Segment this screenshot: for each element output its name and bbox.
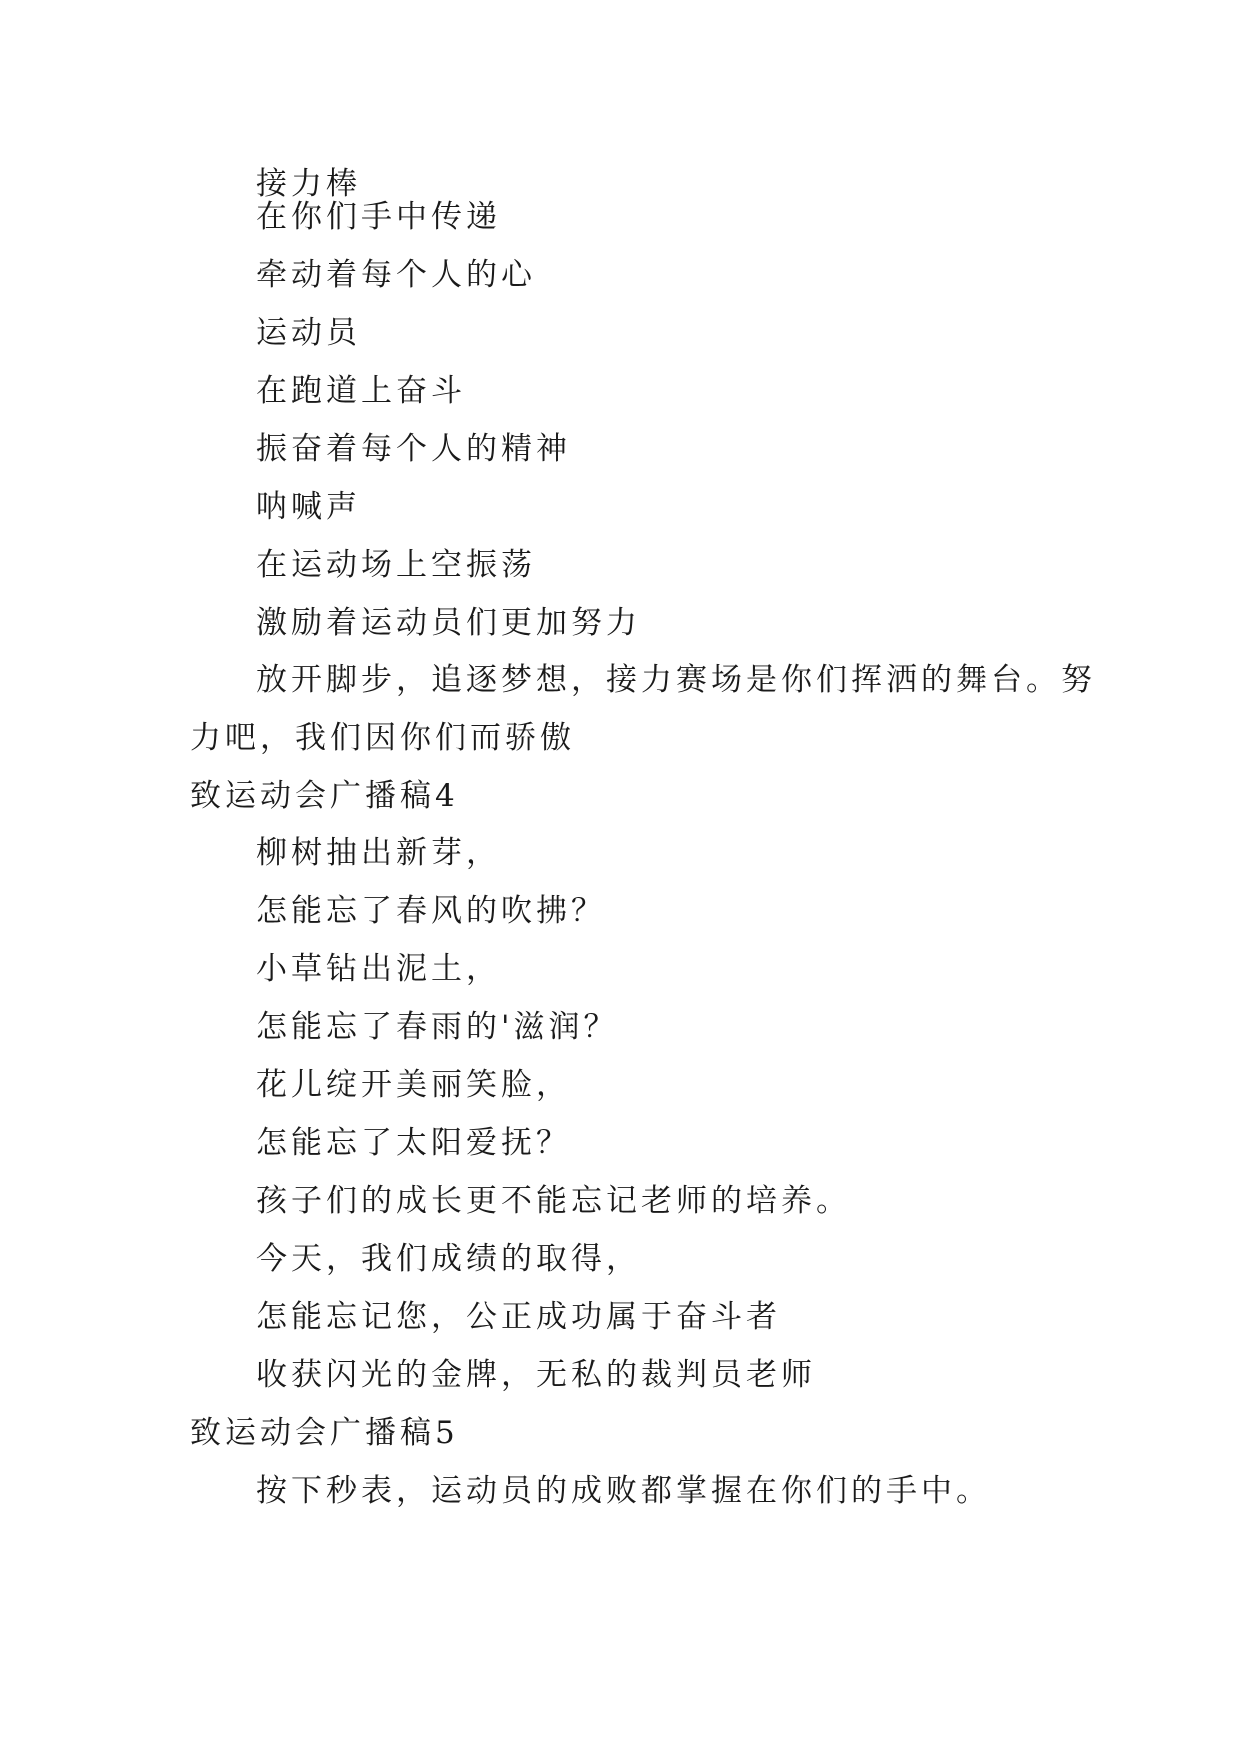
paragraph-line: 力吧，我们因你们而骄傲	[190, 720, 575, 756]
poem-line: 小草钻出泥土，	[256, 951, 501, 987]
section-heading: 致运动会广播稿4	[190, 778, 459, 814]
poem-line: 在你们手中传递	[256, 199, 501, 235]
poem-line: 牵动着每个人的心	[256, 257, 536, 293]
poem-line: 呐喊声	[256, 489, 361, 525]
poem-line: 激励着运动员们更加努力	[256, 605, 641, 641]
paragraph-line: 按下秒表，运动员的成败都掌握在你们的手中。	[256, 1473, 991, 1509]
poem-line: 振奋着每个人的精神	[256, 431, 571, 467]
poem-line: 花儿绽开美丽笑脸，	[256, 1067, 571, 1103]
poem-line: 怎能忘了春风的吹拂？	[256, 893, 606, 929]
poem-line: 怎能忘记您，公正成功属于奋斗者	[256, 1299, 781, 1335]
poem-line: 今天，我们成绩的取得，	[256, 1241, 641, 1277]
poem-line: 柳树抽出新芽，	[256, 835, 501, 871]
section-heading: 致运动会广播稿5	[190, 1415, 459, 1451]
poem-line: 收获闪光的金牌，无私的裁判员老师	[256, 1357, 816, 1393]
poem-line: 怎能忘了太阳爱抚？	[256, 1125, 571, 1161]
poem-line: 孩子们的成长更不能忘记老师的培养。	[256, 1183, 851, 1219]
poem-line: 在跑道上奋斗	[256, 373, 466, 409]
poem-line: 怎能忘了春雨的'滋润？	[256, 1009, 619, 1045]
poem-line: 在运动场上空振荡	[256, 547, 536, 583]
poem-line: 接力棒	[256, 166, 361, 202]
poem-line: 运动员	[256, 315, 361, 351]
paragraph-line: 放开脚步，追逐梦想，接力赛场是你们挥洒的舞台。努	[256, 662, 1096, 698]
